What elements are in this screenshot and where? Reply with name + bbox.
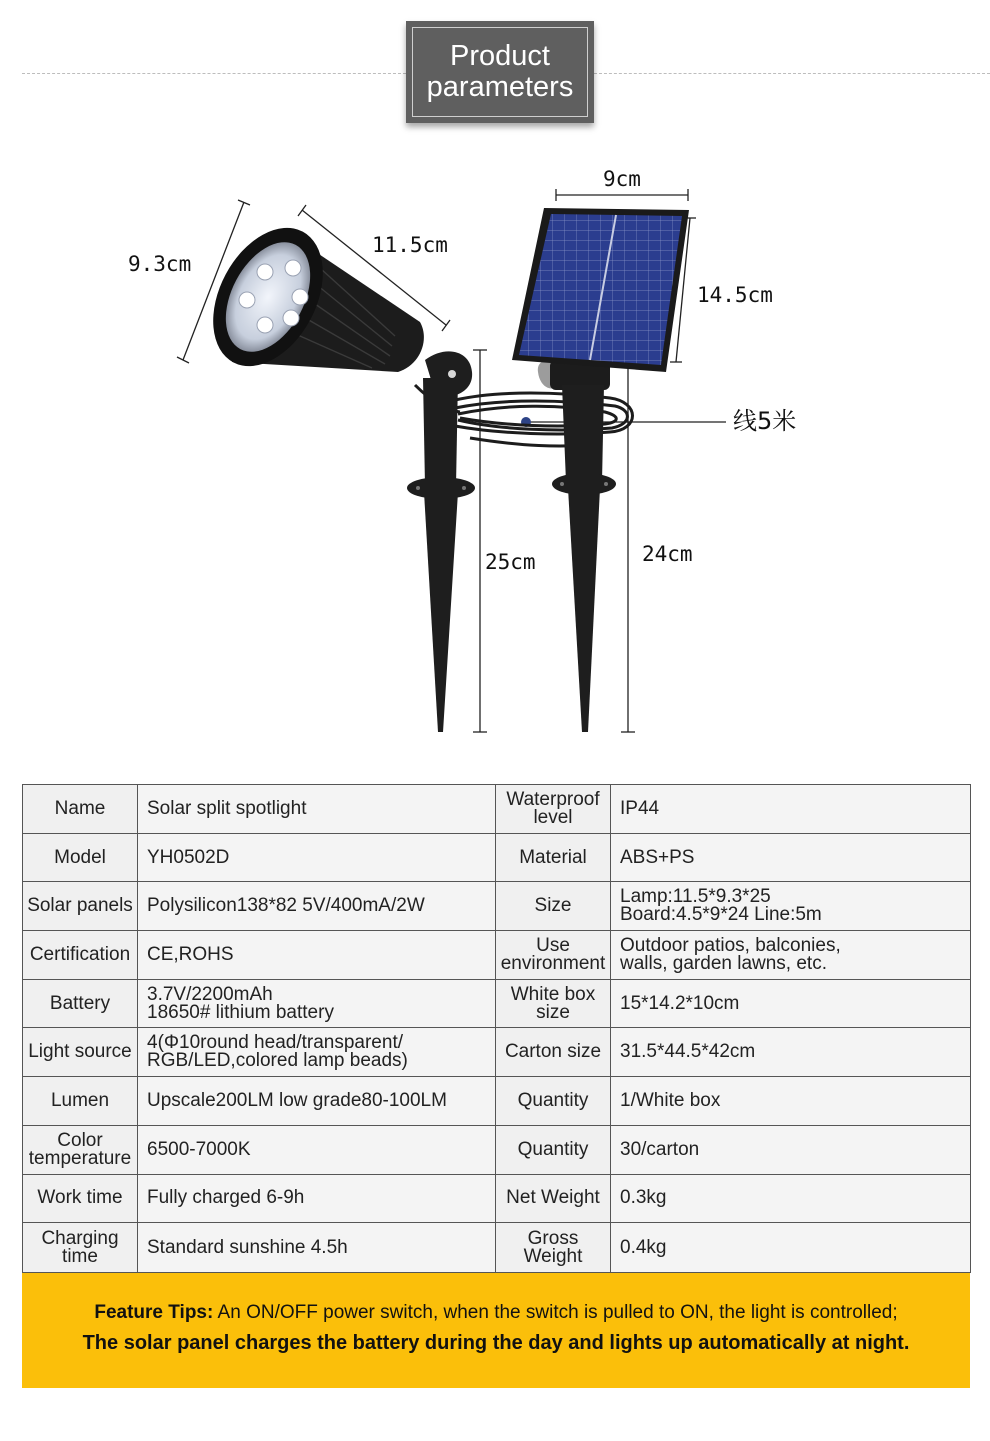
spec-table: [22, 784, 971, 1273]
spec-label-line: Quantity: [517, 1138, 589, 1160]
dim-lamp-height: 9.3cm: [128, 252, 192, 276]
spec-row: [23, 1077, 971, 1126]
spec-value-line: Upscale200LM low grade80-100LM: [147, 1089, 447, 1111]
spec-value: [611, 1077, 971, 1126]
spec-value-line: Fully charged 6-9h: [147, 1187, 305, 1209]
spec-value-line: 4(Φ10round head/transparent/: [147, 1032, 403, 1054]
spec-value: [138, 833, 496, 882]
section-title-badge: [406, 21, 594, 123]
spec-value-line: YH0502D: [147, 846, 230, 868]
dim-lamp-length: 11.5cm: [372, 233, 448, 257]
section-title-line2: parameters: [426, 71, 574, 103]
spec-value: [138, 1125, 496, 1174]
spec-value-line: 18650# lithium battery: [147, 1001, 334, 1023]
feature-tips-line1: [22, 1298, 970, 1328]
spec-value-line: 1/White box: [620, 1089, 721, 1111]
spec-row: [23, 1223, 971, 1273]
divider-left: [22, 73, 406, 74]
spec-value: [611, 833, 971, 882]
spec-row: [23, 882, 971, 931]
spec-label: [23, 1028, 138, 1077]
feature-tips-line2: The solar panel charges the battery during the day and lights up automatically at night.: [82, 1332, 910, 1354]
spec-label-line: Carton size: [504, 1041, 602, 1063]
spec-label: [496, 1125, 611, 1174]
spec-value-line: IP44: [620, 797, 660, 819]
spec-value: [138, 882, 496, 931]
spec-row: [23, 1174, 971, 1223]
spec-value-line: 15*14.2*10cm: [620, 992, 740, 1014]
spec-value: [138, 1174, 496, 1223]
spec-label-line: Waterproof: [506, 788, 600, 810]
dim-panel-height: 14.5cm: [697, 283, 773, 307]
spec-value: [611, 1028, 971, 1077]
spec-label-line: Solar panels: [27, 895, 133, 917]
spec-label: [496, 931, 611, 980]
spec-label-line: Weight: [523, 1245, 583, 1267]
spec-value-line: Standard sunshine 4.5h: [147, 1236, 348, 1258]
spec-label: [496, 1077, 611, 1126]
spec-value: [611, 1125, 971, 1174]
spec-label: [496, 1174, 611, 1223]
spec-row: [23, 785, 971, 834]
spec-value: [611, 785, 971, 834]
spec-label-line: size: [536, 1001, 570, 1023]
spec-label: [496, 785, 611, 834]
feature-tips-text: An ON/OFF power switch, when the switch is pulled to ON, the light is controlled;: [213, 1302, 898, 1323]
spec-label-line: temperature: [28, 1147, 132, 1169]
spec-value: [611, 931, 971, 980]
spec-row: [23, 1125, 971, 1174]
feature-tips: [22, 1273, 970, 1388]
spec-label-line: Model: [54, 846, 106, 868]
spec-value: [611, 1223, 971, 1273]
dim-cable-length: 线5米: [733, 407, 797, 435]
spec-value-line: ABS+PS: [620, 846, 695, 868]
spec-label: [23, 979, 138, 1028]
spec-label-line: Quantity: [517, 1089, 589, 1111]
spec-label-line: Name: [54, 797, 106, 819]
dim-lamp-stake: 25cm: [485, 550, 536, 574]
spec-table-body: [23, 785, 971, 1273]
spec-label: [496, 979, 611, 1028]
spec-row: [23, 833, 971, 882]
spec-value-line: Lamp:11.5*9.3*25: [620, 886, 771, 908]
spec-label: [23, 1077, 138, 1126]
spec-value-line: RGB/LED,colored lamp beads): [147, 1050, 408, 1072]
spec-label-line: Lumen: [50, 1089, 110, 1111]
spec-label-line: Net Weight: [506, 1187, 600, 1209]
spec-label-line: environment: [500, 952, 606, 974]
product-dimension-figure: [0, 150, 990, 760]
spec-value-line: Board:4.5*9*24 Line:5m: [620, 904, 822, 926]
spec-value: [611, 1174, 971, 1223]
solar-panel-illustration: [512, 208, 689, 732]
spec-value: [138, 785, 496, 834]
spec-value-line: Polysilicon138*82 5V/400mA/2W: [147, 895, 425, 917]
spec-label-line: Light source: [28, 1041, 132, 1063]
spec-value-line: Outdoor patios, balconies,: [620, 934, 841, 956]
spec-row: [23, 1028, 971, 1077]
spec-label-line: Use: [536, 934, 570, 956]
spec-value: [611, 882, 971, 931]
dim-panel-stake: 24cm: [642, 542, 693, 566]
spec-label: [23, 1223, 138, 1273]
spotlight-illustration: [191, 209, 475, 732]
spec-label: [496, 833, 611, 882]
spec-label-line: Color: [57, 1129, 103, 1151]
divider-right: [594, 73, 990, 74]
spec-label-line: Battery: [49, 992, 111, 1014]
spec-label-line: White box: [510, 983, 596, 1005]
feature-tips-label: Feature Tips:: [94, 1302, 214, 1323]
spec-label-line: time: [62, 1245, 98, 1267]
section-title-line1: Product: [450, 40, 550, 72]
spec-label: [23, 931, 138, 980]
spec-label: [496, 1028, 611, 1077]
spec-value-line: 6500-7000K: [147, 1138, 251, 1160]
spec-label-line: Work time: [37, 1187, 123, 1209]
spec-value-line: 0.3kg: [620, 1187, 667, 1209]
spec-value-line: 31.5*44.5*42cm: [620, 1041, 756, 1063]
spec-label-line: Material: [519, 846, 587, 868]
spec-value-line: Solar split spotlight: [147, 797, 307, 819]
spec-value-line: walls, garden lawns, etc.: [620, 952, 827, 974]
spec-value: [138, 979, 496, 1028]
spec-label: [23, 833, 138, 882]
spec-value-line: CE,ROHS: [147, 943, 234, 965]
spec-label: [23, 882, 138, 931]
spec-label: [23, 785, 138, 834]
spec-label-line: Size: [534, 895, 572, 917]
dim-panel-width: 9cm: [603, 167, 641, 191]
section-title: [412, 27, 588, 117]
spec-label-line: level: [533, 806, 573, 828]
spec-row: [23, 979, 971, 1028]
spec-label: [23, 1125, 138, 1174]
spec-label: [496, 882, 611, 931]
spec-value-line: 30/carton: [620, 1138, 700, 1160]
spec-value-line: 0.4kg: [620, 1236, 667, 1258]
spec-value: [611, 979, 971, 1028]
spec-row: [23, 931, 971, 980]
spec-label: [496, 1223, 611, 1273]
spec-value: [138, 1223, 496, 1273]
spec-value-line: 3.7V/2200mAh: [147, 983, 273, 1005]
spec-label-line: Charging: [41, 1227, 119, 1249]
spec-value: [138, 1077, 496, 1126]
spec-label-line: Gross: [527, 1227, 579, 1249]
spec-label: [23, 1174, 138, 1223]
spec-label-line: Certification: [29, 943, 131, 965]
spec-value: [138, 1028, 496, 1077]
spec-value: [138, 931, 496, 980]
